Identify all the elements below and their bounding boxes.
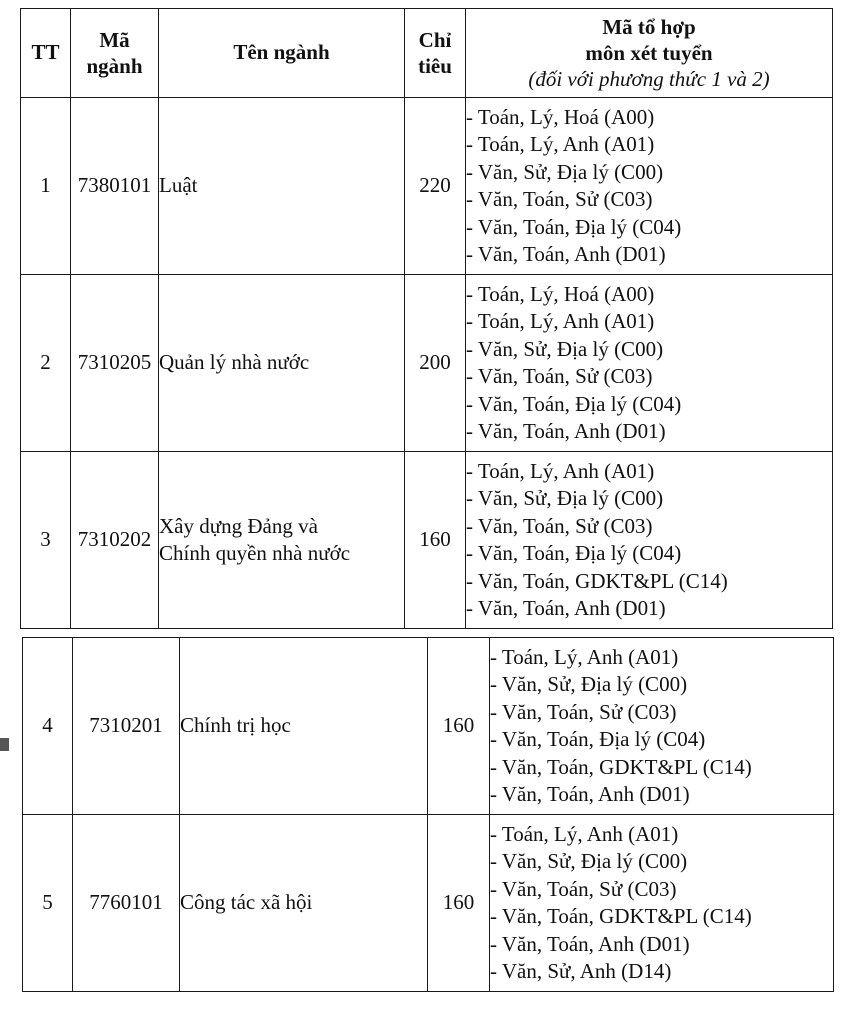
subject-combinations	[466, 452, 833, 629]
major-code: 7310202	[71, 452, 159, 629]
table-row	[23, 638, 834, 815]
subject-combination-item: - Văn, Sử, Địa lý (C00)	[466, 336, 664, 361]
major-name	[159, 98, 405, 275]
subject-combination-item: - Toán, Lý, Anh (A01)	[466, 458, 655, 483]
subject-combination-item: - Toán, Lý, Anh (A01)	[490, 821, 679, 846]
table-row	[23, 815, 834, 992]
subject-combinations	[490, 815, 834, 992]
subject-combination-item: - Văn, Toán, Địa lý (C04)	[490, 727, 706, 751]
quota: 160	[428, 638, 490, 815]
table-header-row	[21, 9, 833, 98]
subject-combination-item: - Văn, Toán, Anh (D01)	[466, 419, 666, 443]
subject-combination-item: - Văn, Toán, Anh (D01)	[466, 242, 666, 266]
subject-combinations	[466, 275, 833, 452]
major-name	[159, 275, 405, 452]
subject-combination-item: - Văn, Sử, Địa lý (C00)	[490, 672, 688, 696]
subject-combination-item: - Toán, Lý, Anh (A01)	[490, 644, 679, 669]
subject-combination-item: - Văn, Sử, Anh (D14)	[490, 959, 672, 983]
major-name-line: Quản lý nhà nước	[159, 350, 310, 375]
admissions-table-part-2	[22, 637, 834, 992]
subject-combination-item: - Toán, Lý, Hoá (A00)	[466, 104, 655, 129]
admissions-table-part-1	[20, 8, 833, 629]
table-row	[21, 98, 833, 275]
row-number: 5	[23, 815, 73, 992]
subject-combination-item: - Văn, Toán, Sử (C03)	[466, 187, 653, 211]
row-number: 1	[21, 98, 71, 275]
subject-combination-item: - Văn, Toán, Địa lý (C04)	[466, 214, 682, 239]
major-code: 7760101	[73, 815, 180, 992]
subject-combination-item: - Văn, Toán, Anh (D01)	[466, 596, 666, 620]
major-code: 7310205	[71, 275, 159, 452]
table-row	[21, 452, 833, 629]
major-name-line: Chính quyền nhà nước	[159, 541, 351, 565]
header-ma-nganh: Mã ngành	[71, 9, 159, 98]
major-name-line: Chính trị học	[180, 713, 291, 738]
subject-combination-item: - Văn, Toán, Sử (C03)	[466, 513, 653, 538]
subject-combination-item: - Văn, Sử, Địa lý (C00)	[466, 159, 664, 184]
header-to-hop: Mã tổ hợp môn xét tuyển (đối với phương thức 1 và 2)	[466, 9, 833, 98]
quota: 200	[405, 275, 466, 452]
row-number: 2	[21, 275, 71, 452]
quota: 160	[405, 452, 466, 629]
major-name	[180, 638, 428, 815]
subject-combination-item: - Văn, Toán, Anh (D01)	[490, 782, 690, 806]
row-number: 3	[21, 452, 71, 629]
subject-combination-item: - Văn, Sử, Địa lý (C00)	[490, 849, 688, 873]
header-chi-tieu: Chỉ tiêu	[405, 9, 466, 98]
subject-combination-item: - Văn, Toán, Địa lý (C04)	[466, 391, 682, 416]
row-number: 4	[23, 638, 73, 815]
subject-combination-item: - Toán, Lý, Hoá (A00)	[466, 281, 655, 306]
table-row	[21, 275, 833, 452]
quota: 220	[405, 98, 466, 275]
subject-combination-item: - Văn, Toán, Sử (C03)	[490, 876, 677, 901]
subject-combination-item: - Toán, Lý, Anh (A01)	[466, 309, 655, 333]
subject-combinations	[490, 638, 834, 815]
major-name-line: Luật	[159, 173, 198, 198]
subject-combination-item: - Toán, Lý, Anh (A01)	[466, 132, 655, 156]
major-name	[159, 452, 405, 629]
major-code: 7310201	[73, 638, 180, 815]
subject-combination-item: - Văn, Toán, GDKT&PL (C14)	[490, 754, 752, 779]
major-name	[180, 815, 428, 992]
major-name-line: Công tác xã hội	[180, 890, 313, 915]
subject-combination-item: - Văn, Toán, Sử (C03)	[490, 699, 677, 724]
quota: 160	[428, 815, 490, 992]
header-tt: TT	[21, 9, 71, 98]
subject-combination-item: - Văn, Toán, GDKT&PL (C14)	[466, 568, 728, 593]
subject-combination-item: - Văn, Toán, GDKT&PL (C14)	[490, 904, 752, 928]
scan-edge-mark	[0, 738, 9, 751]
header-ten-nganh: Tên ngành	[159, 9, 405, 98]
subject-combination-item: - Văn, Toán, Anh (D01)	[490, 931, 690, 956]
major-name-line: Xây dựng Đảng và	[159, 513, 318, 538]
major-code: 7380101	[71, 98, 159, 275]
subject-combinations	[466, 98, 833, 275]
subject-combination-item: - Văn, Toán, Địa lý (C04)	[466, 541, 682, 565]
subject-combination-item: - Văn, Toán, Sử (C03)	[466, 364, 653, 388]
subject-combination-item: - Văn, Sử, Địa lý (C00)	[466, 486, 664, 510]
